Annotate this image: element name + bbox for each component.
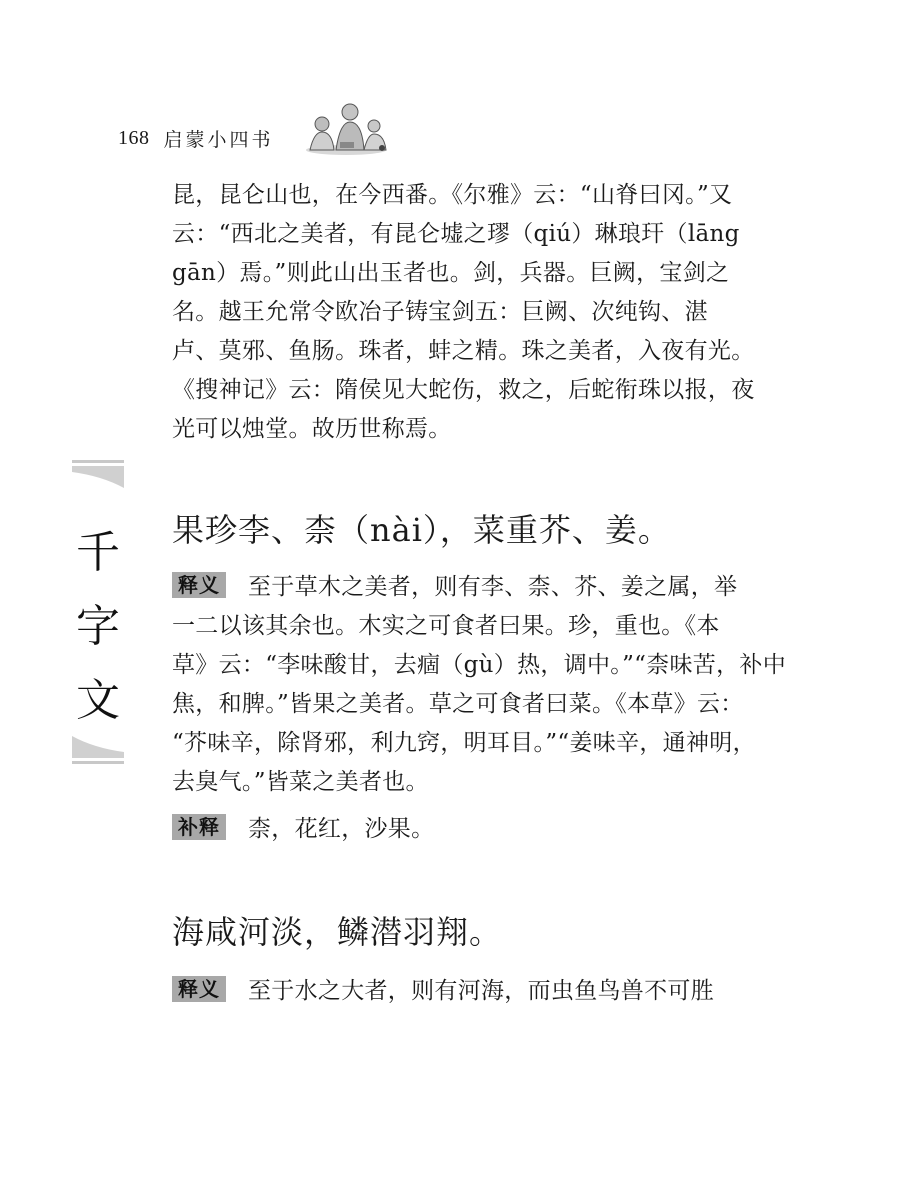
text-line: 光可以烛堂。故历世称焉。: [172, 416, 452, 442]
text-line-content: 至于草木之美者，则有李、柰、芥、姜之属，举: [248, 574, 738, 600]
text-line: 《搜神记》云：隋侯见大蛇伤，救之，后蛇衔珠以报，夜: [172, 377, 755, 403]
supplement-block: [172, 810, 752, 849]
text-line: 焦，和脾。”皆果之美者。草之可食者曰菜。《本草》云：: [172, 691, 744, 717]
explanation-block: [172, 568, 787, 802]
text-line: gān）焉。”则此山出玉者也。剑，兵器。巨阙，宝剑之: [172, 260, 730, 286]
text-line: 去臭气。”皆菜之美者也。: [172, 769, 429, 795]
side-bar-top-decoration: [72, 460, 124, 488]
book-title: 启蒙小四书: [163, 128, 274, 151]
intro-paragraph: [172, 176, 755, 449]
supplement-text: 柰，花红，沙果。: [248, 816, 435, 842]
scholars-illustration-icon: [300, 100, 392, 158]
text-line: 卢、莫邪、鱼肠。珠者，蚌之精。珠之美者，入夜有光。: [172, 338, 755, 364]
text-line: 一二以该其余也。木实之可食者曰果。珍，重也。《本: [172, 613, 720, 639]
side-tab-char: 文: [76, 675, 120, 726]
text-line: [172, 972, 752, 1011]
explanation-label: 释义: [172, 976, 226, 1002]
text-line: “芥味辛，除肾邪，利九窍，明耳目。”“姜味辛，通神明，: [172, 730, 756, 756]
text-line-content: 至于水之大者，则有河海，而虫鱼鸟兽不可胜: [248, 978, 714, 1004]
page-number: 168: [118, 126, 150, 149]
supplement-label: 补释: [172, 814, 226, 840]
page-header: [118, 118, 274, 158]
text-line: 名。越王允常令欧冶子铸宝剑五：巨阙、次纯钩、湛: [172, 299, 708, 325]
explanation-block: [172, 972, 752, 1011]
side-tab-char: 千: [76, 527, 120, 578]
text-line: [172, 810, 752, 849]
text-line: 云：“西北之美者，有昆仑墟之璆（qiú）琳琅玕（lāng: [172, 221, 740, 247]
text-line: [172, 568, 752, 607]
text-line: 昆，昆仑山也，在今西番。《尔雅》云：“山脊曰冈。”又: [172, 182, 733, 208]
explanation-label: 释义: [172, 572, 226, 598]
text-line: 草》云：“李味酸甘，去痼（gù）热，调中。”“柰味苦，补中: [172, 652, 787, 678]
side-tab-char: 字: [76, 601, 120, 652]
side-bar-bottom-decoration: [72, 736, 124, 764]
side-tab-title: [72, 516, 124, 738]
couplet-heading: 果珍李、柰（nài），菜重芥、姜。: [172, 511, 671, 549]
couplet-heading: 海咸河淡，鳞潜羽翔。: [172, 913, 503, 951]
